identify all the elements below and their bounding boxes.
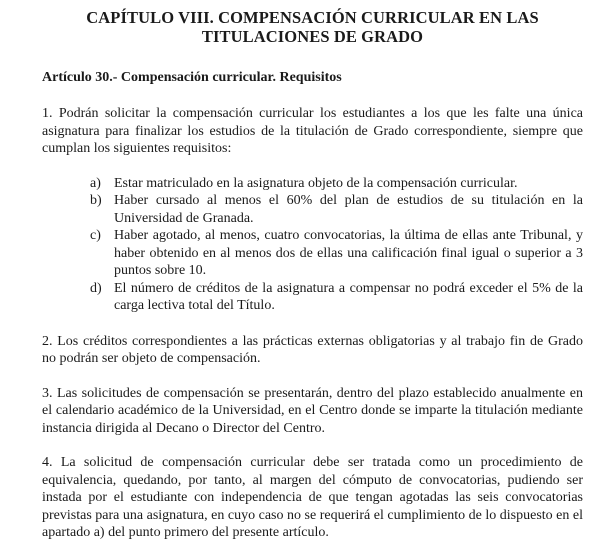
paragraph-3: 3. Las solicitudes de compensación se presentarán, dentro del plazo establecido anualmente en el calendario académico de la Universidad, en el Centro donde se imparte la titulación mediante instancia dirigida al Decano o Director del Centro.	[42, 385, 583, 436]
requirement-text: Estar matriculado en la asignatura objeto de la compensación curricular.	[114, 175, 518, 191]
requirement-text: Haber agotado, al menos, cuatro convocatorias, la última de ellas ante Tribunal, y haber obtenido en al menos dos de ellas una calificación final igual o superior a 3 puntos sobre 10.	[114, 228, 583, 278]
requirement-item-b	[90, 192, 583, 227]
requirement-item-c	[90, 227, 583, 280]
paragraph-1: 1. Podrán solicitar la compensación curricular los estudiantes a los que les falte una única asignatura para finalizar los estudios de la titulación de Grado correspondiente, siempre que cumplan los siguientes requisitos:	[42, 106, 583, 156]
paragraph-2: 2. Los créditos correspondientes a las prácticas externas obligatorias y al trabajo fin de Grado no podrán ser objeto de compensación.	[42, 333, 583, 366]
article-heading: Artículo 30.- Compensación curricular. Requisitos	[42, 70, 342, 85]
paragraph-4: 4. La solicitud de compensación curricular debe ser tratada como un procedimiento de equivalencia, quedando, por tanto, al margen del cómputo de convocatorias, pudiendo ser instada por el estudiante con independencia de que tengan agotadas las seis convocatorias previstas para una asignatura, en cuyo caso no se requerirá el cumplimiento de lo dispuesto en el apartado a) del punto primero del presente artículo.	[42, 455, 583, 540]
requirement-letter: a)	[90, 175, 101, 191]
chapter-title-line-2: TITULACIONES DE GRADO	[201, 27, 424, 46]
chapter-title-line-1: CAPÍTULO VIII. COMPENSACIÓN CURRICULAR EN LAS	[86, 8, 539, 27]
requirement-letter: b)	[90, 193, 102, 208]
requirement-item-a	[90, 175, 583, 193]
chapter-title	[42, 8, 583, 46]
requirement-letter: c)	[90, 228, 101, 243]
requirement-item-d	[90, 280, 583, 315]
requirements-list	[90, 175, 583, 315]
requirement-text: El número de créditos de la asignatura a compensar no podrá exceder el 5% de la carga lectiva total del Título.	[114, 280, 583, 313]
requirement-text: Haber cursado al menos el 60% del plan de estudios de su titulación en la Universidad de Granada.	[114, 193, 583, 226]
requirement-letter: d)	[90, 280, 102, 296]
